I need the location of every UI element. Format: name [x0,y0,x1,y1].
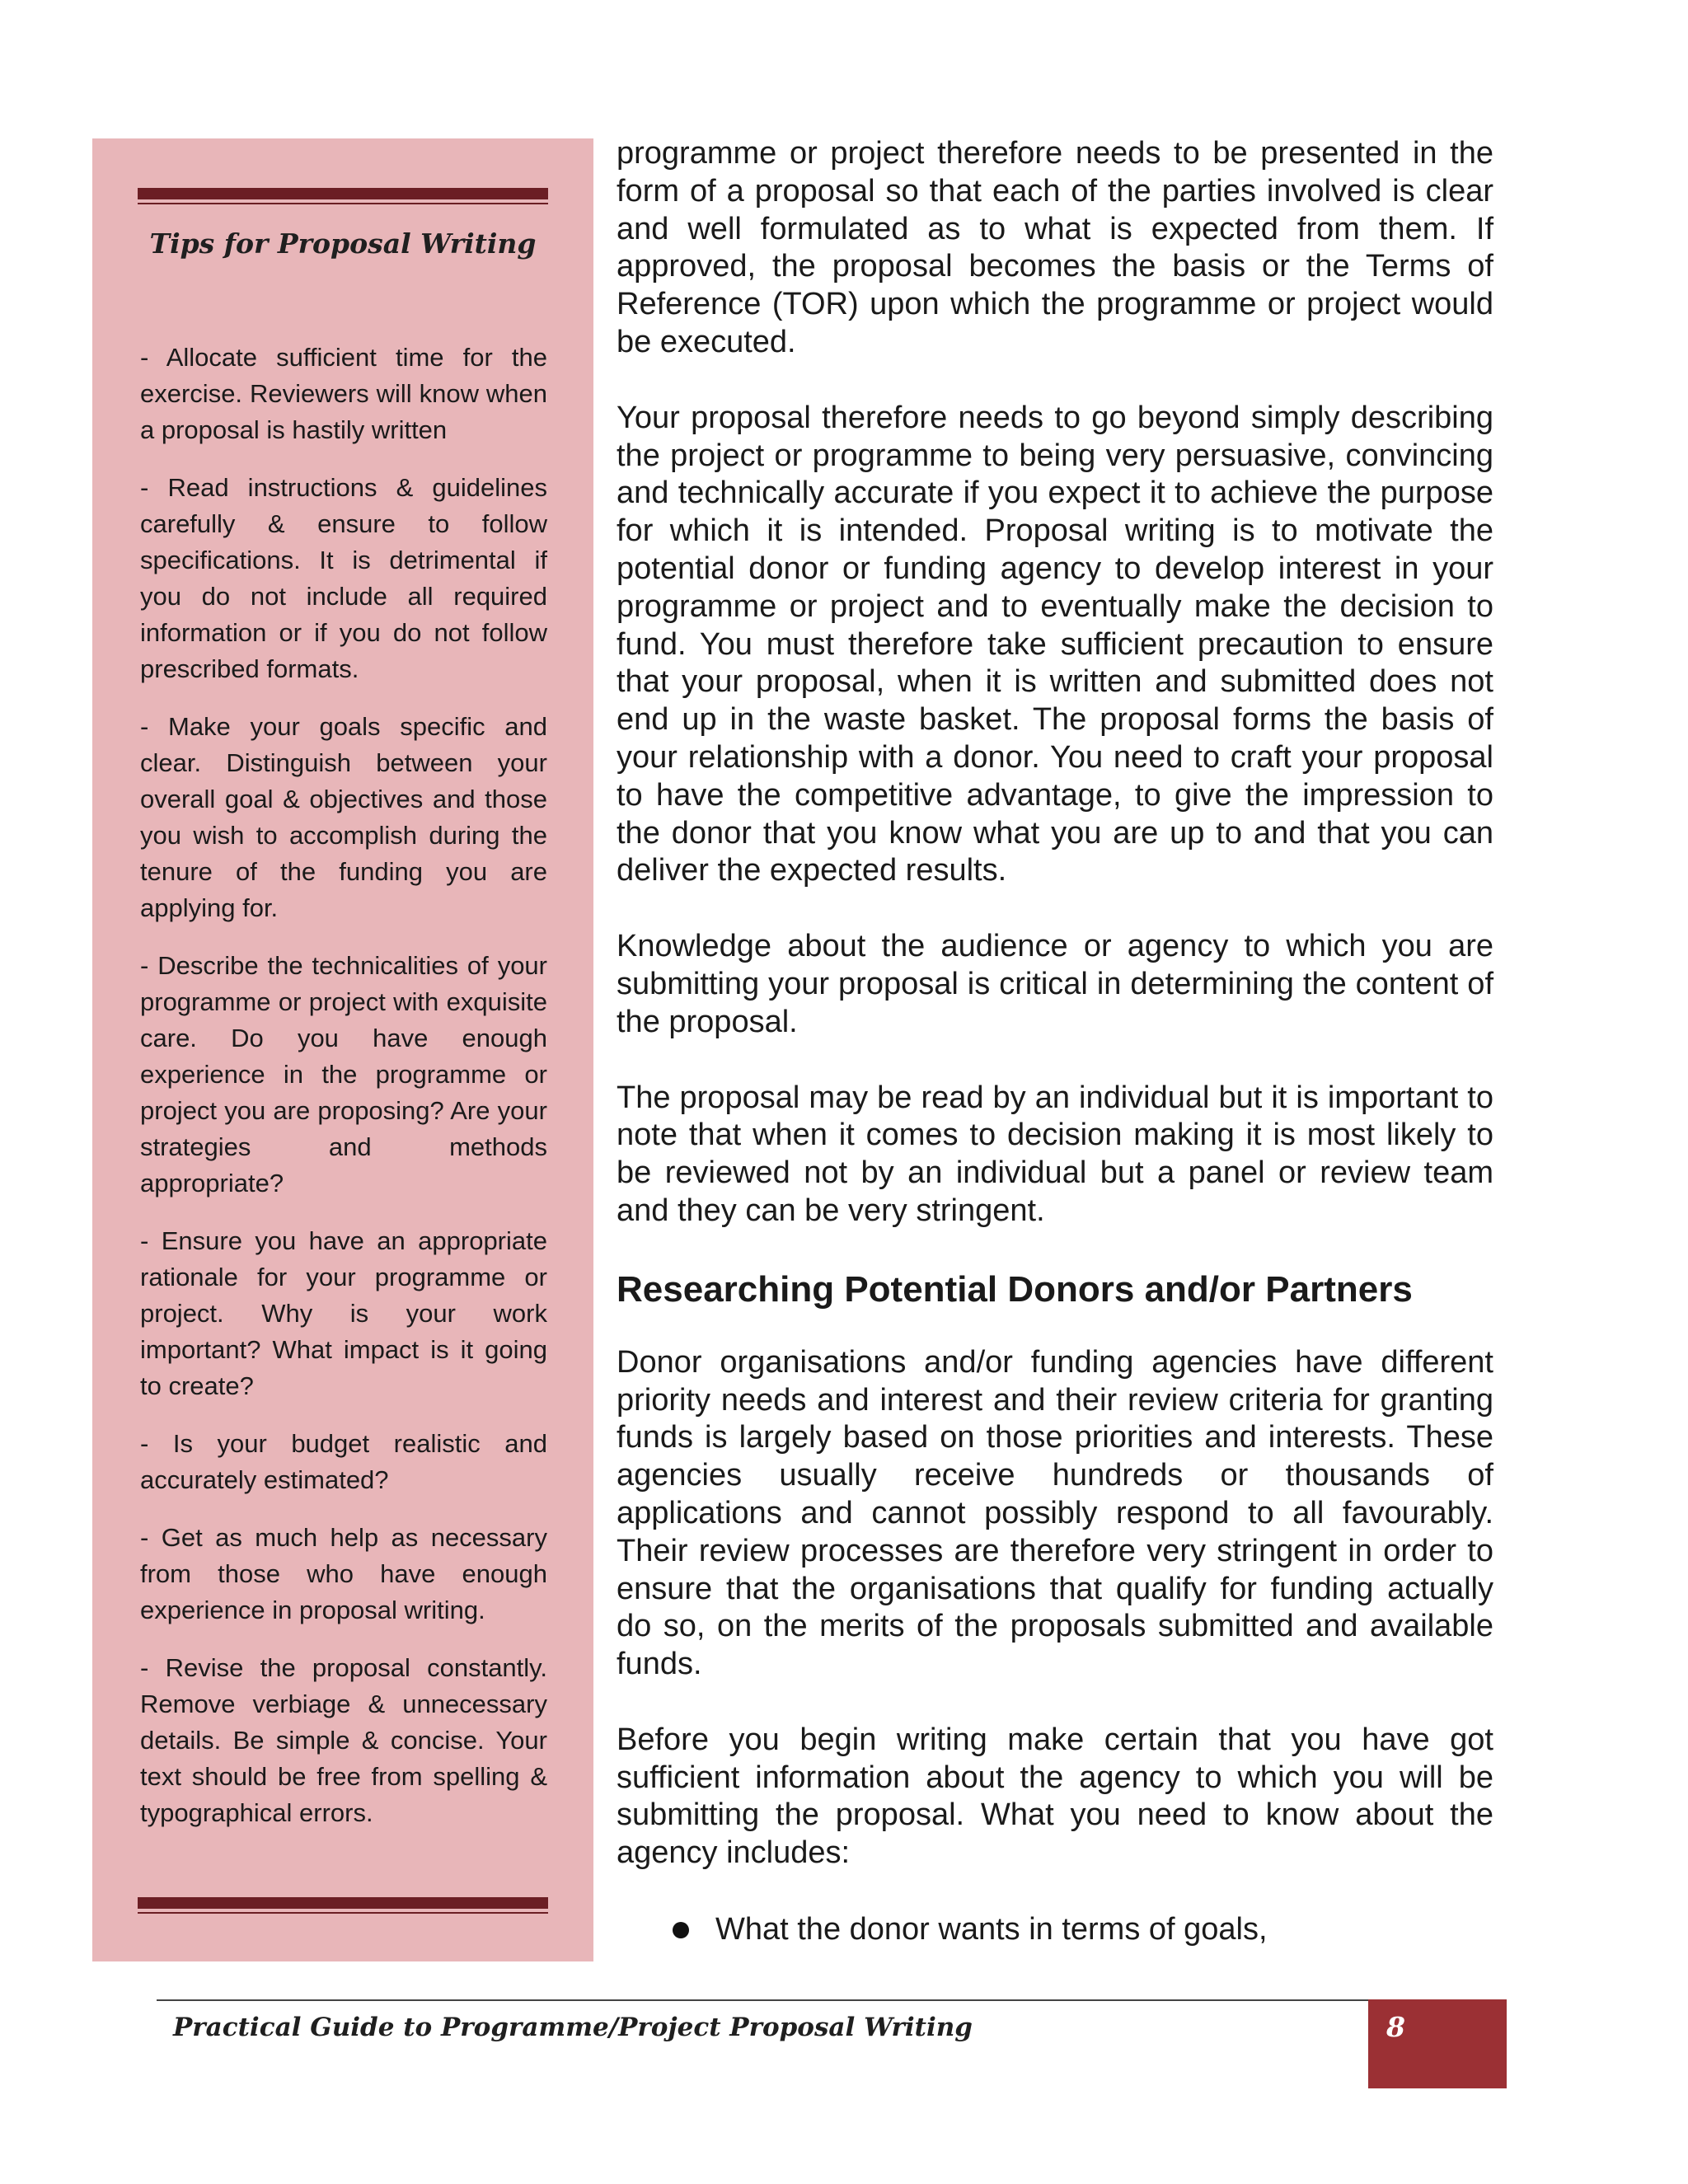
page-number: 8 [1386,2011,1405,2043]
bullet-text: What the donor wants in terms of goals, [715,1912,1268,1947]
page-number-box [1368,1999,1507,2088]
tip-item: - Revise the proposal constantly. Remove verbiage & unnecessary details. Be simple & concise. Your text should be free from spelling & typographical errors. [140,1653,547,1827]
tip-item: - Read instructions & guidelines carefully & ensure to follow specifications. It is detrimental if you do not include all required information or if you do not follow prescribed formats. [140,473,547,683]
section-heading: Researching Potential Donors and/or Partners [617,1268,1413,1310]
sidebar-top-rule [138,188,548,199]
body-paragraph: Knowledge about the audience or agency to which you are submitting your proposal is critical in determining the content of the proposal. [617,929,1493,1039]
body-paragraph: Your proposal therefore needs to go beyond simply describing the project or programme to being very persuasive, convincing and technically accurate if you expect it to achieve the purpose for which it is intended. Proposal writing is to motivate the potential donor or funding agency to develop interest in your programme or project and to eventually make the decision to fund. You must therefore take sufficient precaution to ensure that your proposal, when it is written and submitted does not end up in the waste basket. The proposal forms the basis of your relationship with a donor. You need to craft your proposal to have the competitive advantage, to give the impression to the donor that you know what you are up to and that you can deliver the expected results. [617,400,1493,888]
tips-sidebar [92,138,593,1961]
footer-rule [157,1999,1368,2001]
footer-title: Practical Guide to Programme/Project Proposal Writing [173,2013,973,2042]
tip-item: - Ensure you have an appropriate rationale for your programme or project. Why is your work important? What impact is it going to create? [140,1226,547,1400]
tip-item: - Allocate sufficient time for the exercise. Reviewers will know when a proposal is hastily written [140,343,547,444]
bullet-list [617,1910,1493,1948]
bullet-dot-icon [673,1922,689,1938]
tip-item: - Get as much help as necessary from those who have enough experience in proposal writing. [140,1523,547,1624]
sidebar-title: Tips for Proposal Writing [149,227,537,260]
tips-list [140,340,547,1853]
body-paragraph: Donor organisations and/or funding agencies have different priority needs and interest and their review criteria for granting funds is largely based on those priorities and interests. These agencies usually receive hundreds or thousands of applications and cannot possibly respond to all favourably. Their review processes are therefore very stringent in order to ensure that the organisations that qualify for funding actually do so, on the merits of the proposals submitted and available funds. [617,1344,1493,1682]
main-column [617,135,1493,1948]
body-paragraph: programme or project therefore needs to be presented in the form of a proposal so that each of the parties involved is clear and well formulated as to what is expected from them. If approved, the proposal becomes the basis or the Terms of Reference (TOR) upon which the programme or project would be executed. [617,136,1493,359]
body-paragraph: Before you begin writing make certain that you have got sufficient information about the agency to which you will be submitting the proposal. What you need to know about the agency includes: [617,1722,1493,1871]
tip-item: - Is your budget realistic and accurately estimated? [140,1429,547,1494]
body-paragraph: The proposal may be read by an individual but it is important to note that when it comes to decision making it is most likely to be reviewed not by an individual but a panel or review team and they can be very stringent. [617,1080,1493,1228]
tip-item: - Make your goals specific and clear. Distinguish between your overall goal & objectives and those you wish to accomplish during the tenure of the funding you are applying for. [140,712,547,922]
tip-item: - Describe the technicalities of your programme or project with exquisite care. Do you have enough experience in the programme or project you are proposing? Are your strategies and methods appropriate? [140,951,547,1197]
bullet-item [668,1910,1493,1948]
sidebar-bottom-rule [138,1897,548,1909]
